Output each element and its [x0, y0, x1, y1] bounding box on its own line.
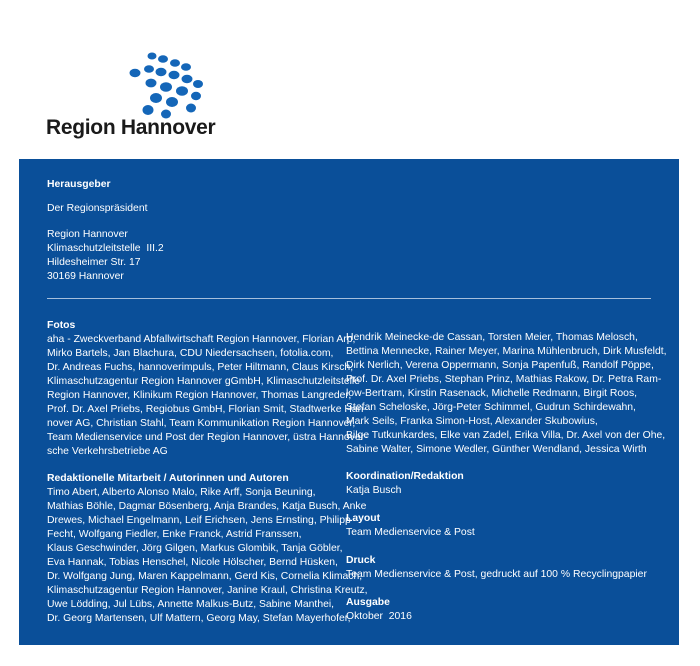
divider: [47, 298, 651, 299]
ausgabe-value: Oktober 2016: [346, 611, 412, 622]
fotos-line: aha - Zweckverband Abfallwirtschaft Region Hannover, Florian Arp,: [47, 334, 356, 345]
fotos-line: Mirko Bartels, Jan Blachura, CDU Niedersachsen, fotolia.com,: [47, 348, 334, 359]
fotos-line: sche Verkehrsbetriebe AG: [47, 446, 168, 457]
mitarbeit-line: Klaus Geschwinder, Jörg Gilgen, Markus Glombik, Tanja Göbler,: [47, 543, 343, 554]
mitarbeit-line: Mark Seils, Franka Simon-Host, Alexander Skubowius,: [346, 416, 598, 427]
mitarbeit-line: Stefan Scheloske, Jörg-Peter Schimmel, Gudrun Schirdewahn,: [346, 402, 636, 413]
mitarbeit-line: Uwe Lödding, Jul Lübs, Annette Malkus-Butz, Sabine Manthei,: [47, 599, 335, 610]
mitarbeit-line: Bilge Tutkunkardes, Elke van Zadel, Erika Villa, Dr. Axel von der Ohe,: [346, 430, 666, 441]
druck-heading: Druck: [346, 555, 376, 566]
impressum-panel: [19, 159, 679, 645]
herausgeber-line: Der Regionspräsident: [47, 203, 148, 214]
mitarbeit-line: Drewes, Michael Engelmann, Leif Erichsen, Jens Ernsting, Philipp: [47, 515, 351, 526]
mitarbeit-line: Fecht, Wolfgang Fiedler, Enke Franck, Astrid Franssen,: [47, 529, 302, 540]
ausgabe-heading: Ausgabe: [346, 597, 390, 608]
mitarbeit-line: Mathias Böhle, Dagmar Bösenberg, Anja Brandes, Katja Busch, Anke: [47, 501, 367, 512]
mitarbeit-line: Dr. Georg Martensen, Ulf Mattern, Georg May, Stefan Mayerhofer,: [47, 613, 351, 624]
region-hannover-logo: [46, 50, 246, 145]
fotos-heading: Fotos: [47, 320, 76, 331]
address-line: 30169 Hannover: [47, 271, 124, 282]
mitarbeit-line: Dr. Wolfgang Jung, Maren Kappelmann, Gerd Kis, Cornelia Klimach,: [47, 571, 363, 582]
mitarbeit-line: low-Bertram, Kirstin Rasenack, Michelle Redmann, Birgit Roos,: [346, 388, 638, 399]
address-line: Klimaschutzleitstelle III.2: [47, 243, 164, 254]
mitarbeit-line: Hendrik Meinecke-de Cassan, Torsten Meier, Thomas Melosch,: [346, 332, 638, 343]
mitarbeit-line: Dirk Nerlich, Verena Oppermann, Sonja Papenfuß, Randolf Pöppe,: [346, 360, 654, 371]
logo-name: Region Hannover: [46, 116, 216, 139]
mitarbeit-heading: Redaktionelle Mitarbeit / Autorinnen und Autoren: [47, 473, 289, 484]
fotos-line: Team Medienservice und Post der Region Hannover, üstra Hannover-: [47, 432, 368, 443]
mitarbeit-line: Prof. Dr. Axel Priebs, Stephan Prinz, Mathias Rakow, Dr. Petra Ram-: [346, 374, 662, 385]
address-line: Region Hannover: [47, 229, 128, 240]
fotos-line: Region Hannover, Klinikum Region Hannover, Thomas Langreder,: [47, 390, 352, 401]
address-line: Hildesheimer Str. 17: [47, 257, 141, 268]
mitarbeit-line: Timo Abert, Alberto Alonso Malo, Rike Arff, Sonja Beuning,: [47, 487, 316, 498]
herausgeber-heading: Herausgeber: [47, 179, 111, 190]
fotos-line: Prof. Dr. Axel Priebs, Regiobus GmbH, Florian Smit, Stadtwerke Han-: [47, 404, 367, 415]
fotos-line: nover AG, Christian Stahl, Team Kommunikation Region Hannover,: [47, 418, 356, 429]
koordination-value: Katja Busch: [346, 485, 402, 496]
druck-value: Team Medienservice & Post, gedruckt auf 100 % Recyclingpapier: [346, 569, 647, 580]
mitarbeit-line: Klimaschutzagentur Region Hannover, Janine Kraul, Christina Kreutz,: [47, 585, 368, 596]
layout-value: Team Medienservice & Post: [346, 527, 475, 538]
layout-heading: Layout: [346, 513, 381, 524]
mitarbeit-line: Bettina Mennecke, Rainer Meyer, Marina Mühlenbruch, Dirk Musfeldt,: [346, 346, 667, 357]
koordination-heading: Koordination/Redaktion: [346, 471, 464, 482]
logo-dots-icon: [126, 50, 216, 120]
mitarbeit-line: Eva Hannak, Tobias Henschel, Nicole Hölscher, Bernd Hüsken,: [47, 557, 338, 568]
mitarbeit-line: Sabine Walter, Simone Wedler, Günther Wendland, Jessica Wirth: [346, 444, 647, 455]
fotos-line: Klimaschutzagentur Region Hannover gGmbH, Klimaschutzleitstelle: [47, 376, 361, 387]
fotos-line: Dr. Andreas Fuchs, hannoverimpuls, Peter Hiltmann, Claus Kirsch,: [47, 362, 354, 373]
